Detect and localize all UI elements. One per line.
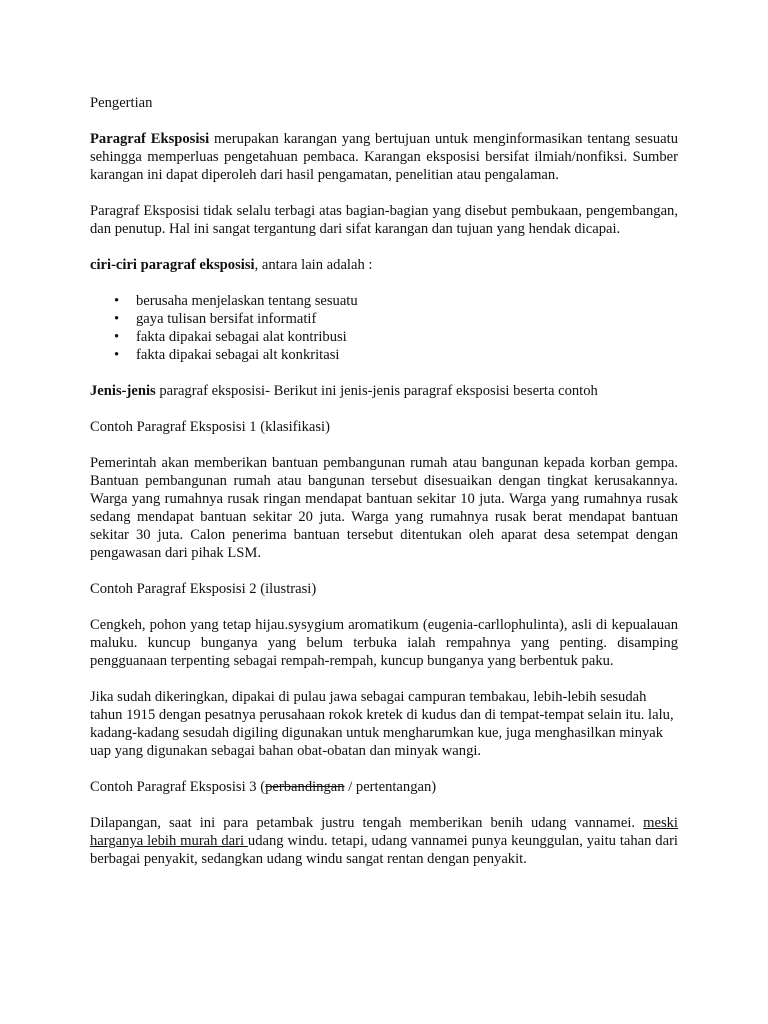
example-2-body-1: Cengkeh, pohon yang tetap hijau.sysygium aromatikum (eugenia-carllophulinta), asli di kepualauan maluku. kuncup bunganya yang belum terbuka ialah rempahnya yang penting. disamping pengguanaan terpenting sebagai rempah-rempah, kuncup bunganya yang berbentuk paku. xyxy=(90,617,678,669)
list-item: • fakta dipakai sebagai alt konkritasi xyxy=(136,346,678,364)
example-2-title: Contoh Paragraf Eksposisi 2 (ilustrasi) xyxy=(90,581,317,597)
list-item: • fakta dipakai sebagai alat kontribusi xyxy=(136,328,678,346)
example-3-body xyxy=(90,814,678,868)
types-text: paragraf eksposisi- Berikut ini jenis-jenis paragraf eksposisi beserta contoh xyxy=(155,383,598,399)
example-3-body-after: udang windu. tetapi, udang vannamei punya keunggulan, yaitu tahan dari berbagai penyakit, sedangkan udang windu sangat rentan dengan penyakit. xyxy=(90,833,678,867)
underlined-phrase: meski harganya lebih murah dari xyxy=(90,815,678,849)
characteristics-bold: ciri-ciri paragraf eksposisi xyxy=(90,257,255,273)
definition-text: merupakan karangan yang bertujuan untuk menginformasikan tentang sesuatu sehingga memperluas pengetahuan pembaca. Karangan eksposisi bersifat ilmiah/nonfiksi. Sumber karangan ini dapat diperoleh dari hasil pengamatan, penelitian atau pengalaman. xyxy=(90,131,678,183)
list-item: • berusaha menjelaskan tentang sesuatu xyxy=(136,292,678,310)
example-1-body: Pemerintah akan memberikan bantuan pembangunan rumah atau bangunan kepada korban gempa. Bantuan pembangunan rumah atau bangunan tersebut disesuaikan dengan tingkat kerusakannya. Warga yang rumahnya rusak ringan mendapat bantuan sekitar 10 juta. Warga yang rumahnya rusak sedang mendapat bantuan sekitar 20 juta. Warga yang rumahnya rusak berat mendapat bantuan sekitar 30 juta. Calon penerima bantuan tersebut ditentukan oleh aparat desa setempat dengan pengawasan dari pihak LSM. xyxy=(90,455,678,561)
heading-pengertian: Pengertian xyxy=(90,95,153,111)
example-2-body-2: Jika sudah dikeringkan, dipakai di pulau jawa sebagai campuran tembakau, lebih-lebih sesudah tahun 1915 dengan pesatnya perusahaan rokok kretek di kudus dan di tempat-tempat selain itu. lalu, kadang-kadang sesudah digiling digunakan untuk mengharumkan kue, juga menghasilkan minyak uap yang digunakan sebagai bahan obat-obatan dan minyak wangi. xyxy=(90,689,674,759)
example-3-title xyxy=(90,778,678,796)
struck-word: perbandingan xyxy=(265,779,345,795)
example-3-title-prefix: Contoh Paragraf Eksposisi 3 ( xyxy=(90,779,266,795)
example-1-title: Contoh Paragraf Eksposisi 1 (klasifikasi) xyxy=(90,419,330,435)
types-bold: Jenis-jenis xyxy=(90,383,156,399)
example-3-title-suffix: / pertentangan) xyxy=(344,779,437,795)
example-3-body-before: Dilapangan, saat ini para petambak justru tengah memberikan benih udang vannamei. xyxy=(90,815,644,831)
term-bold: Paragraf Eksposisi xyxy=(90,131,210,147)
characteristics-text: , antara lain adalah : xyxy=(254,257,373,273)
paragraph-definition xyxy=(90,130,678,184)
paragraph-types-intro xyxy=(90,382,678,400)
paragraph-characteristics-intro xyxy=(90,256,678,274)
list-item: • gaya tulisan bersifat informatif xyxy=(136,310,678,328)
paragraph-structure: Paragraf Eksposisi tidak selalu terbagi atas bagian-bagian yang disebut pembukaan, pengembangan, dan penutup. Hal ini sangat tergantung dari sifat karangan dan tujuan yang hendak dicapai. xyxy=(90,203,678,237)
characteristics-list xyxy=(90,292,678,364)
